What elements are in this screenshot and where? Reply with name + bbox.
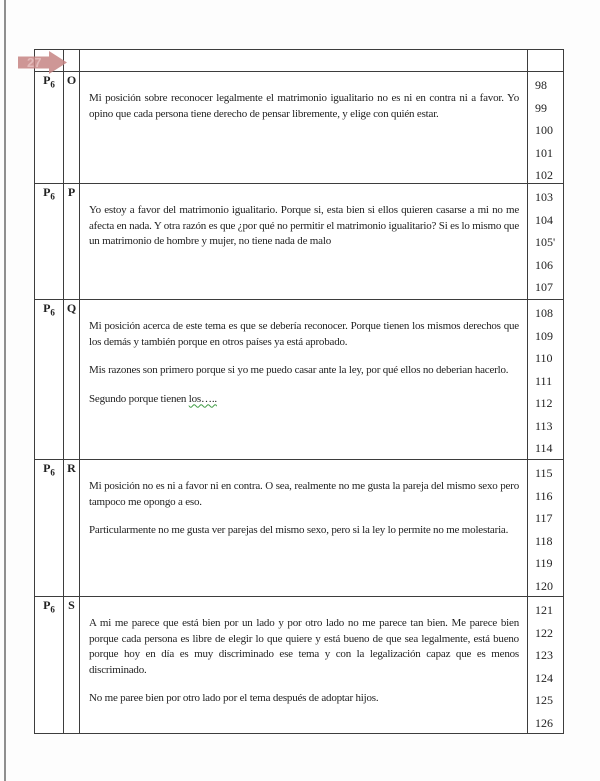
response-text: Mi posición sobre reconocer legalmente el matrimonio igualitario no es ni en contra ni a favor. Yo opino que cada persona tiene derecho de pensar libremente, y elige con quién estar. xyxy=(89,92,519,120)
response-text: No me paree bien por otro lado por el tema después de adoptar hijos. xyxy=(89,692,379,704)
line-number: 105' xyxy=(535,235,556,249)
response-text: Mis razones son primero porque si yo me puedo casar ante la ley, por qué ellos no deberian hacerlo. xyxy=(89,364,509,376)
line-number: 104 xyxy=(535,212,553,227)
code-letter: Q xyxy=(66,301,77,315)
participant-cell xyxy=(35,184,64,300)
header-cell-line-numbers xyxy=(528,50,564,72)
line-number: 108 xyxy=(535,306,553,320)
participant-label: P xyxy=(43,185,51,199)
line-number: 113 xyxy=(535,418,553,433)
response-cell xyxy=(80,184,528,300)
code-cell xyxy=(64,300,80,460)
line-numbers-cell xyxy=(528,597,564,734)
participant-label: P xyxy=(43,598,51,612)
review-arrow-marker xyxy=(18,50,68,75)
line-number: 112 xyxy=(535,396,553,410)
response-paragraph xyxy=(89,91,519,122)
code-letter: P xyxy=(67,185,76,199)
line-number: 115 xyxy=(535,466,553,480)
response-paragraph xyxy=(89,363,519,379)
participant-subscript: 6 xyxy=(50,307,55,318)
page-left-border xyxy=(4,0,6,781)
line-number: 121 xyxy=(535,603,553,617)
response-text: Yo estoy a favor del matrimonio igualitario. Porque si, esta bien si ellos quieren casarse a mi no me afecta en nada. Y otra razón es que ¿por qué no permitir el matrimonio igualitario? Si es lo mismo que un matrimonio de hombre y mujer, no tiene nada de malo xyxy=(89,204,519,247)
line-number: 109 xyxy=(535,328,553,343)
response-text: A mi me parece que está bien por un lado y por otro lado no me parece tan bien. Me parece bien porque cada persona es libre de elegir lo que quiere y está bueno de que sea legalmente, está bueno porque hoy en día es muy discriminado ese tema y con la legalización capaz que es menos discriminado. xyxy=(89,617,519,676)
line-number: 100 xyxy=(535,123,553,137)
line-number: 123 xyxy=(535,648,553,662)
line-number: 106 xyxy=(535,257,553,272)
line-number: 124 xyxy=(535,670,553,685)
code-cell xyxy=(64,460,80,597)
transcript-table xyxy=(34,49,564,734)
line-number: 101 xyxy=(535,145,553,160)
response-paragraph xyxy=(89,691,519,707)
line-numbers-cell xyxy=(528,184,564,300)
participant-subscript: 6 xyxy=(50,467,55,478)
response-cell xyxy=(80,72,528,184)
participant-subscript: 6 xyxy=(50,79,55,90)
line-numbers-cell xyxy=(528,72,564,184)
response-cell xyxy=(80,597,528,734)
participant-cell xyxy=(35,597,64,734)
code-letter: S xyxy=(68,598,75,612)
response-paragraph xyxy=(89,523,519,539)
participant-subscript: 6 xyxy=(50,604,55,615)
line-number: 122 xyxy=(535,625,553,640)
arrow-right-icon xyxy=(18,51,67,74)
line-number: 98 xyxy=(535,78,547,92)
response-paragraph xyxy=(89,319,519,350)
response-paragraph xyxy=(89,203,519,250)
line-number: 118 xyxy=(535,533,553,548)
line-number: 119 xyxy=(535,556,553,570)
participant-cell xyxy=(35,300,64,460)
line-number: 120 xyxy=(535,578,553,593)
response-paragraph xyxy=(89,616,519,678)
line-number: 116 xyxy=(535,488,553,503)
response-paragraph xyxy=(89,479,519,510)
line-numbers-cell xyxy=(528,300,564,460)
response-text: Mi posición no es ni a favor ni en contra. O sea, realmente no me gusta la pareja del mismo sexo pero tampoco me opongo a eso. xyxy=(89,480,519,508)
line-number: 99 xyxy=(535,100,547,115)
spellcheck-underlined-text: los….. xyxy=(188,392,217,405)
line-number: 126 xyxy=(535,715,553,730)
code-cell xyxy=(64,72,80,184)
line-number: 110 xyxy=(535,351,553,365)
response-cell xyxy=(80,460,528,597)
response-paragraph xyxy=(89,392,519,408)
line-number: 125 xyxy=(535,693,553,707)
line-number: 107 xyxy=(535,280,553,294)
participant-label: P xyxy=(43,461,51,475)
line-number: 111 xyxy=(535,373,553,388)
participant-label: P xyxy=(43,73,51,87)
response-text: Particularmente no me gusta ver parejas del mismo sexo, pero si la ley lo permite no me molestaria. xyxy=(89,524,509,536)
participant-label: P xyxy=(43,301,51,315)
code-letter: O xyxy=(66,73,77,87)
header-cell-response xyxy=(80,50,528,72)
line-number: 117 xyxy=(535,511,553,525)
line-number: 114 xyxy=(535,441,553,455)
code-cell xyxy=(64,597,80,734)
participant-subscript: 6 xyxy=(50,191,55,202)
marker-number: 27 xyxy=(27,55,42,70)
line-number: 103 xyxy=(535,190,553,204)
response-cell xyxy=(80,300,528,460)
response-text: Segundo porque tienen xyxy=(89,392,189,405)
code-cell xyxy=(64,184,80,300)
line-numbers-cell xyxy=(528,460,564,597)
participant-cell xyxy=(35,72,64,184)
participant-cell xyxy=(35,460,64,597)
line-number: 102 xyxy=(535,168,553,182)
code-letter: R xyxy=(67,461,76,475)
response-text: Mi posición acerca de este tema es que se debería reconocer. Porque tienen los mismos derechos que los demás y también porque en otros países ya está aprobado. xyxy=(89,320,519,348)
